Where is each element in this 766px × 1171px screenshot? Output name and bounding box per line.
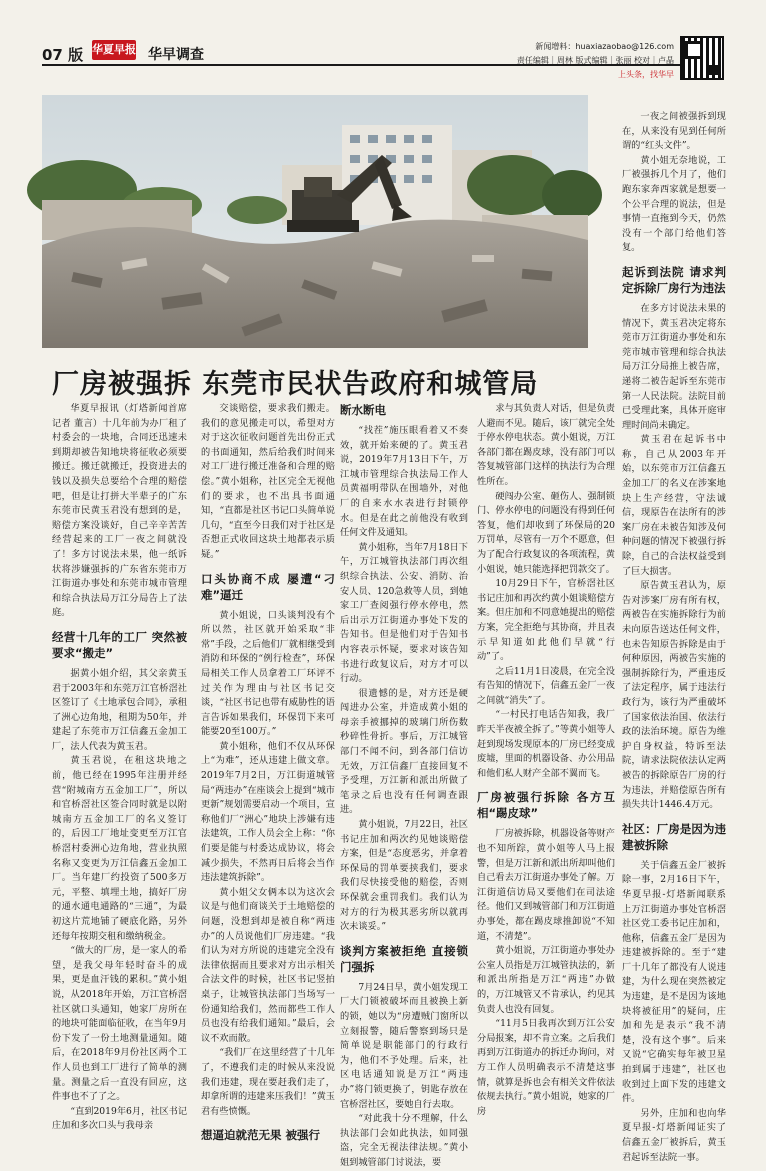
article-column-2 bbox=[201, 402, 335, 1143]
newspaper-logo: 华夏早报 bbox=[92, 40, 136, 60]
paragraph: 黄小姐无奈地说，工厂被强拆几个月了，他们跑东家奔西家就是想要一个公平合理的说法，但是事情一直拖到今天，仍然没有一个部门给他们答复。 bbox=[622, 154, 726, 254]
section-title: 华早调查 bbox=[148, 47, 204, 63]
slogan: 上头条，找华早 bbox=[618, 70, 674, 79]
paragraph: 求与其负责人对话，但是负责人避而不见。随后，该厂就完全处于停水停电状态。黄小姐说，万江各部门都在踢皮球，没有部门可以答复城管部门这样的执法行为合理性所在。 bbox=[477, 403, 615, 487]
paragraph: 很遗憾的是，对方还是硬闯进办公室，并造成黄小姐的母亲手被挪掉的玻璃门所伤数秒碎性骨折。事后，万江城管部门不闻不问，到各部门信访无效，万江信鑫厂直接回复不予受理，万江新和派出所做了笔录之后也没有任何调查跟进。 bbox=[340, 687, 468, 816]
paragraph: 7月24日早，黄小姐发现工厂大门锁被破坏而且被换上新的锁，她以为“房遭贼门窗所以立刻报警，随后警察到场只是简单说是职能部门的行政行为，他们不予处理。后来，社区电话通知说是万江“两违办”将门锁更换了，钥匙存放在官桥滘社区，要她自行去取。 bbox=[340, 981, 468, 1110]
paragraph: “一村民打电话告知我，我厂昨天半夜被全拆了。”等黄小姐等人赶到现场发现原本的厂房已经变成废墟，里面的机器设备、办公用品和他们私人财产全部不翼而飞。 bbox=[477, 709, 615, 779]
paragraph: 据黄小姐介绍，其父亲黄玉君于2003年和东莞万江官桥滘社区签订了《土地承包合同》，承租了洲心边角地，租期为50年，并建起了东莞市万江信鑫五金加工厂，法人代表为黄玉君。 bbox=[52, 667, 187, 752]
header-credits bbox=[414, 40, 674, 82]
paragraph: 黄小姐称，他们不仅从环保上“为难”，还从违建上做文章。2019年7月2日，万江街道城管局“两违办”在座谈会上提到“城市更新”规划需要启动一个项目，宣称他们厂“洲心”地块上涉嫌有违法建筑，工作人员会全上称：“你们要是能与村委达成协议，将会减少损失，不然再日后将会当作违法建筑拆除”。 bbox=[201, 740, 335, 884]
paragraph: 一夜之间被强拆到现在，从来没有见到任何所谓的“红头文件”。 bbox=[622, 111, 726, 152]
paragraph: 另外，庄加和也向华夏早报-灯塔新闻证实了信鑫五金厂被拆后，黄玉君起诉至法院一事。 bbox=[622, 1107, 726, 1163]
paragraph: 黄小姐父女俩本以为这次会议是与他们商谈关于土地赔偿的问题，没想到却是被自称“两违办”的人员说他们厂房违建。“我们认为对方所说的违建完全没有法律依据而且要求对方出示相关合法文件的时候，社区书记竖拍桌子，让城管执法部门当场写一份通知给我们，然而都些工作人员也没有给我们通知。”最后，会议不欢而散。 bbox=[201, 886, 335, 1044]
paragraph: “对此我十分不理解，什么执法部门会如此执法，如同强盗，完全无视法律法规。”黄小姐到城管部门讨说法，要 bbox=[340, 1113, 468, 1168]
paragraph: “做大的厂房，是一家人的希望，是我父母年轻时奋斗的成果，更是血汗钱的累积。”黄小姐说，从2018年开始，万江官桥滘社区就口头通知，她家厂房所在的地块可能面临征收，在当年9月份下发了一份土地测量通知。随后，在2018年9月份社区两个工作人员也到工厂进行了简单的测量。测量之后一直没有回应，这件事也不了了之。 bbox=[52, 945, 187, 1103]
headline: 厂房被强拆 东莞市民状告政府和城管局 bbox=[52, 369, 539, 400]
subheading: 想逼迫就范无果 被强行 bbox=[201, 1128, 321, 1143]
paragraph: 黄小姐说，万江街道办事处办公室人员指是万江城管执法的，新和派出所指是万江“两违”办做的，万江城管又不肯承认，约见其负责人也没有回复。 bbox=[477, 945, 615, 1015]
subheading: 厂房被强行拆除 各方互相“踢皮球” bbox=[477, 790, 615, 821]
demolition-photo bbox=[42, 95, 588, 348]
paragraph: 硬闯办公室、砸伤人、强制锁门、停水停电的问题没有得到任何答复，他们却收到了环保局的20万罚单，尽管有一万个不愿意，但为了配合行政复议的各项流程，黄小姐说，她只能选择把罚款交了。 bbox=[477, 490, 615, 575]
paragraph: 黄小姐说，7月22日，社区书记庄加和两次约见她谈赔偿方案，但是“态度恶劣，并拿着环保局的罚单要挟我们，要求我们尽快接受他的赔偿，否则环保就会重罚我们。我们认为对方的行为极其恶劣所以就再次未谈妥。” bbox=[340, 819, 468, 933]
paragraph: “找茬”施压眼看着又不奏效，就开始来硬的了。黄玉君说，2019年7月13日下午，万江城市管理综合执法局工作人员黄福明带队在围墙外，对他厂的自来水水表进行封锁停水。但是在此之前他没有收到任何文件及通知。 bbox=[340, 425, 468, 539]
paragraph: 黄玉君在起诉书中称，自己从2003年开始，以东莞市万江信鑫五金加工厂的名义在涉案地块上生产经营，守法诚信，现原告在法所有的涉案厂房在未被告知涉及何种问题的情况下被强行拆除，自己的合法权益受到了巨大损害。 bbox=[622, 434, 726, 577]
subheading: 谈判方案被拒绝 直接锁门强拆 bbox=[340, 943, 468, 974]
paragraph: 厂房被拆除，机器设备等财产也不知所踪，黄小姐等人马上报警，但是万江新和派出所却叫他们自己看去万江街道办事处了解。万江街道信访局又要他们在司法途径。他们又到城管部门和万江街道办事处，都在踢皮球推卸说“不知道，不清楚”。 bbox=[477, 828, 615, 942]
subheading: 口头协商不成 屡遭“刁难”逼迁 bbox=[201, 571, 335, 602]
subheading: 断水断电 bbox=[340, 403, 386, 417]
paragraph: “11月5日我再次到万江公安分局报案，却不肯立案。之后我们再到万江街道办的拆迁办询问，对方工作人员明确表示不清楚这事情，就算是拆也会有相关文件依法依规去执行。”黄小姐说，她家的厂房 bbox=[477, 1018, 615, 1117]
paragraph: 黄玉君说，在租这块地之前，他已经在1995年注册并经营“附城南方五金加工厂”，所以和官桥滘社区签合同时就是以附城南方五金加工厂的名义签订的，后因工厂地址变更至万江官桥滘村委洲心边角地，营业执照名称又变更为万江信鑫五金加工厂。当年建厂约投资了500多万元，平整、填埋土地，搞好厂房的通水通电通路的“三通”，为最初这片荒地铺了硬底化路，另外还每年按期交租和缴纳税金。 bbox=[52, 755, 187, 942]
editor-credits: 责任编辑｜周林 版式编辑｜张丽 校对｜卢晶 bbox=[516, 56, 674, 65]
paragraph: “我们厂在这里经营了十几年了，不遵我们走的时候从来没说我们违建，现在要赶我们走了，却拿所谓的违建来压我们！”黄玉君有些愤慨。 bbox=[201, 1047, 335, 1117]
paragraph: 10月29日下午，官桥滘社区书记庄加和再次约黄小姐谈赔偿方案。但庄加和不同意她提出的赔偿方案，完全拒绝与其协商，并且表示早知道如此他们早就“行动”了。 bbox=[477, 578, 615, 663]
article-column-3 bbox=[340, 402, 468, 1168]
paragraph: 原告黄玉君认为，原告对涉案厂房有所有权，两被告在实施拆除行为前未向原告送达任何文件，也未告知原告拆除是由于何种原因，两被告实施的强制拆除行为，严重违反了法定程序，属于违法行政行为，该行为严重破坏了国家依法治国、依法行政的法治环境。原告为维护自身权益，特诉至法院，请求法院依法认定两被告的拆除原告厂房的行为违法，并赔偿原告所有损失共计1446.4万元。 bbox=[622, 580, 726, 811]
page-header bbox=[0, 0, 766, 100]
subheading: 社区：厂房是因为违建被拆除 bbox=[622, 821, 726, 852]
article-column-4 bbox=[477, 402, 615, 1117]
article-column-right bbox=[622, 110, 726, 1163]
paragraph: 在多方讨说法未果的情况下，黄玉君决定将东莞市万江街道办事处和东莞市城市管理和综合执法局万江分局推上被告席，递将二被告起诉至东莞市第一人民法院。法院目前已受理此案，具体开庭审理时间尚未确定。 bbox=[622, 302, 726, 431]
article-column-1 bbox=[52, 402, 188, 1132]
paragraph: “直到2019年6月，社区书记庄加和多次口头与我母亲 bbox=[52, 1105, 188, 1132]
qr-code-icon bbox=[680, 36, 724, 80]
paragraph: 黄小姐称，当年7月18日下午，万江城管执法部门再次组织综合执法、公安、消防、治安人员、120急救等人员，到她家工厂查阅强行停水停电，然后出示万江街道办事处下发的告知书。但是他们对于告知书内容表示怀疑，要求对该告知书进行政复议后，对方才可以行动。 bbox=[340, 541, 468, 685]
paragraph: 之后11月1日凌晨，在完全没有告知的情况下，信鑫五金厂一夜之间就“消失”了。 bbox=[477, 665, 615, 706]
lead-paragraph: 华夏早报讯（灯塔新闻首席记者 董言）十几年前为办厂租了村委会的一块地，合同还迅速未到期却被告知地块将征收必须要搬迁。搬迁就搬迁，投资进去的钱以及损失总要给个合理的赔偿吧，但是让打拼大半辈子的广东东莞市民黄玉君没有想到的是，赔偿方案没谈好，自己辛辛苦苦经营起来的工厂一夜之间就没了！多方讨说法未果，他一纸诉状将涉嫌强拆的广东省东莞市万江街道办事处和东莞市城市管理和综合执法局万江分局告上了法庭。 bbox=[52, 403, 187, 619]
news-hotline: 新闻增料：huaxiazaobao@126.com bbox=[535, 42, 674, 51]
paragraph: 关于信鑫五金厂被拆除一事，2月16日下午，华夏早报-灯塔新闻联系上万江街道办事处官桥滘社区党工委书记庄加和，他称，信鑫五金厂是因为违建被拆除的。至于“建厂十几年了都没有人说违建，为什么现在突然被定为违建，是不是因为该地块将被征用”的疑问，庄加和先是表示“我不清楚，没有这个事”。后来又说“它确实每年被卫星拍到属于违建”，社区也收到过上面下发的违建文件。 bbox=[622, 859, 726, 1105]
paragraph: 黄小姐说，口头谈判没有个所以然，社区就开始采取“非常”手段，之后他们厂就相继受到消防和环保的“例行检查”，环保局相关工作人员拿着工厂环评不过关作为理由与社区书记交谈，“社区书记也带有威胁性的语言告诉如果我们，环保罚下来可能要20至100万。” bbox=[201, 609, 335, 738]
paragraph: 交谈赔偿，要求我们搬走。我们的意见搬走可以，希望对方对于这次征收问题首先出份正式的书面通知，然后给我们时间来对工厂进行搬迁准备和合理的赔偿。”黄小姐称，社区完全无视他们的要求，也不出具书面通知，“直都是社区书记口头简单说几句，“直至今日我们对于社区是否想正式收回这块土地都表示质疑。” bbox=[201, 403, 335, 560]
subheading: 经营十几年的工厂 突然被要求“搬走” bbox=[52, 629, 187, 660]
subheading: 起诉到法院 请求判定拆除厂房行为违法 bbox=[622, 264, 726, 295]
page-number: 07 版 bbox=[42, 46, 84, 64]
